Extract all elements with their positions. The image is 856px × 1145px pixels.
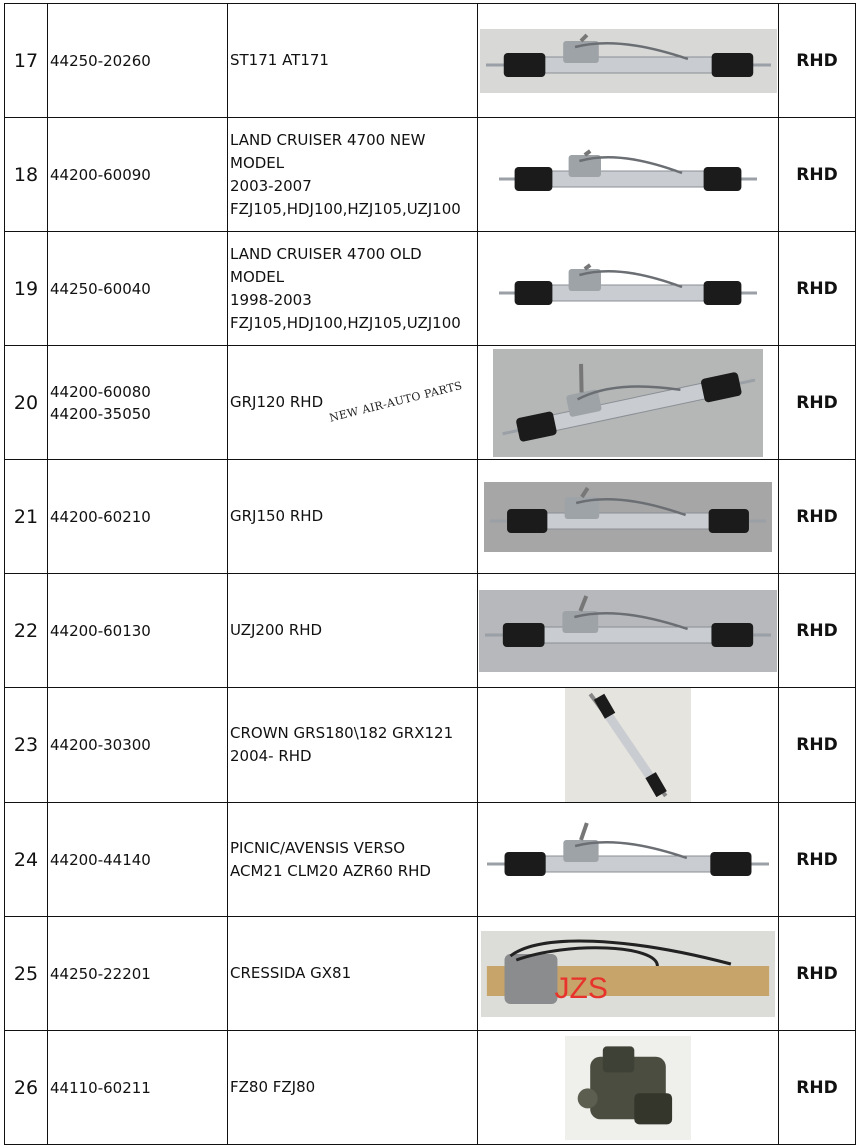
drive-side: RHD	[779, 4, 856, 118]
table-row	[5, 1031, 856, 1145]
oem-number-cell	[48, 460, 228, 574]
oem-number: 44250-60040	[50, 279, 151, 298]
model-cell	[228, 118, 478, 232]
row-number: 17	[5, 4, 48, 118]
model-line: MODEL	[230, 153, 285, 172]
watermark-text: NEW AIR-AUTO PARTS	[328, 378, 464, 425]
product-photo-cell	[478, 688, 779, 803]
steering-rack-grj150-photo	[484, 482, 772, 552]
stamp-text: JZS	[554, 971, 608, 1005]
model-line: FZJ105,HDJ100,HZJ105,UZJ100	[230, 199, 461, 218]
row-number: 19	[5, 232, 48, 346]
product-photo-cell	[478, 460, 779, 574]
drive-side: RHD	[779, 460, 856, 574]
drive-side: RHD	[779, 574, 856, 688]
table-row	[5, 4, 856, 118]
product-photo-cell	[478, 1031, 779, 1145]
steering-rack-uzj200-photo	[479, 590, 777, 672]
steering-rack-land-cruiser-new-photo	[493, 145, 763, 205]
model-line: 2004- RHD	[230, 747, 312, 765]
row-number: 20	[5, 346, 48, 460]
model-cell	[228, 688, 478, 803]
steering-rack-crown-photo	[565, 688, 691, 802]
table-row	[5, 688, 856, 803]
model-line: PICNIC/AVENSIS VERSO	[230, 838, 406, 857]
oem-number-cell	[48, 917, 228, 1031]
drive-side: RHD	[779, 803, 856, 917]
table-row	[5, 574, 856, 688]
oem-number-cell	[48, 1031, 228, 1145]
product-photo-cell	[478, 346, 779, 460]
steering-gear-box-fz80-photo	[565, 1036, 691, 1140]
product-photo-cell	[478, 803, 779, 917]
table-row	[5, 346, 856, 460]
model-line: CROWN GRS180\182 GRX121	[230, 724, 454, 742]
model-line: 1998-2003	[230, 290, 312, 309]
oem-number: 44200-44140	[50, 850, 151, 869]
oem-number-cell	[48, 803, 228, 917]
steering-rack-picnic-photo	[481, 817, 775, 903]
model-cell	[228, 232, 478, 346]
drive-side: RHD	[779, 232, 856, 346]
model-line: ACM21 CLM20 AZR60 RHD	[230, 861, 431, 880]
steering-rack-grj120-photo	[493, 349, 763, 457]
oem-number: 44200-60090	[50, 165, 151, 184]
oem-number: 44110-60211	[50, 1078, 151, 1097]
model-line: FZJ105,HDJ100,HZJ105,UZJ100	[230, 313, 461, 332]
model-cell	[228, 1031, 478, 1145]
drive-side: RHD	[779, 688, 856, 803]
oem-number: 44250-20260	[50, 51, 151, 70]
model-line: ST171 AT171	[230, 51, 329, 69]
product-photo-cell	[478, 4, 779, 118]
product-photo-cell	[478, 118, 779, 232]
row-number: 21	[5, 460, 48, 574]
parts-table	[4, 3, 856, 1145]
model-line: LAND CRUISER 4700 OLD	[230, 244, 422, 263]
steering-rack-land-cruiser-old-photo	[493, 259, 763, 319]
oem-number: 44200-35050	[50, 404, 151, 423]
oem-number-cell	[48, 346, 228, 460]
oem-number-cell	[48, 4, 228, 118]
row-number: 25	[5, 917, 48, 1031]
oem-number: 44250-22201	[50, 964, 151, 983]
row-number: 18	[5, 118, 48, 232]
model-line: CRESSIDA GX81	[230, 964, 352, 982]
model-cell	[228, 574, 478, 688]
steering-rack-st171-photo	[480, 29, 777, 93]
oem-number-cell	[48, 232, 228, 346]
table-row	[5, 917, 856, 1031]
table-row	[5, 460, 856, 574]
drive-side: RHD	[779, 1031, 856, 1145]
row-number: 26	[5, 1031, 48, 1145]
model-cell	[228, 346, 478, 460]
oem-number: 44200-60130	[50, 621, 151, 640]
oem-number: 44200-60210	[50, 507, 151, 526]
model-line: 2003-2007	[230, 176, 312, 195]
row-number: 23	[5, 688, 48, 803]
oem-number-cell	[48, 688, 228, 803]
drive-side: RHD	[779, 346, 856, 460]
oem-number: 44200-30300	[50, 736, 151, 754]
steering-rack-cressida-photo	[481, 931, 775, 1017]
oem-number: 44200-60080	[50, 382, 151, 401]
table-row	[5, 232, 856, 346]
drive-side: RHD	[779, 118, 856, 232]
oem-number-cell	[48, 574, 228, 688]
model-line: UZJ200 RHD	[230, 621, 323, 639]
oem-number-cell	[48, 118, 228, 232]
product-photo-cell	[478, 232, 779, 346]
drive-side: RHD	[779, 917, 856, 1031]
model-line: GRJ150 RHD	[230, 507, 324, 525]
row-number: 24	[5, 803, 48, 917]
table-row	[5, 118, 856, 232]
model-line: MODEL	[230, 267, 285, 286]
product-photo-cell	[478, 574, 779, 688]
model-line: GRJ120 RHD	[230, 393, 324, 411]
model-cell	[228, 4, 478, 118]
row-number: 22	[5, 574, 48, 688]
model-line: FZ80 FZJ80	[230, 1078, 316, 1096]
table-row	[5, 803, 856, 917]
model-line: LAND CRUISER 4700 NEW	[230, 130, 426, 149]
model-cell	[228, 460, 478, 574]
product-photo-cell	[478, 917, 779, 1031]
model-cell	[228, 917, 478, 1031]
model-cell	[228, 803, 478, 917]
